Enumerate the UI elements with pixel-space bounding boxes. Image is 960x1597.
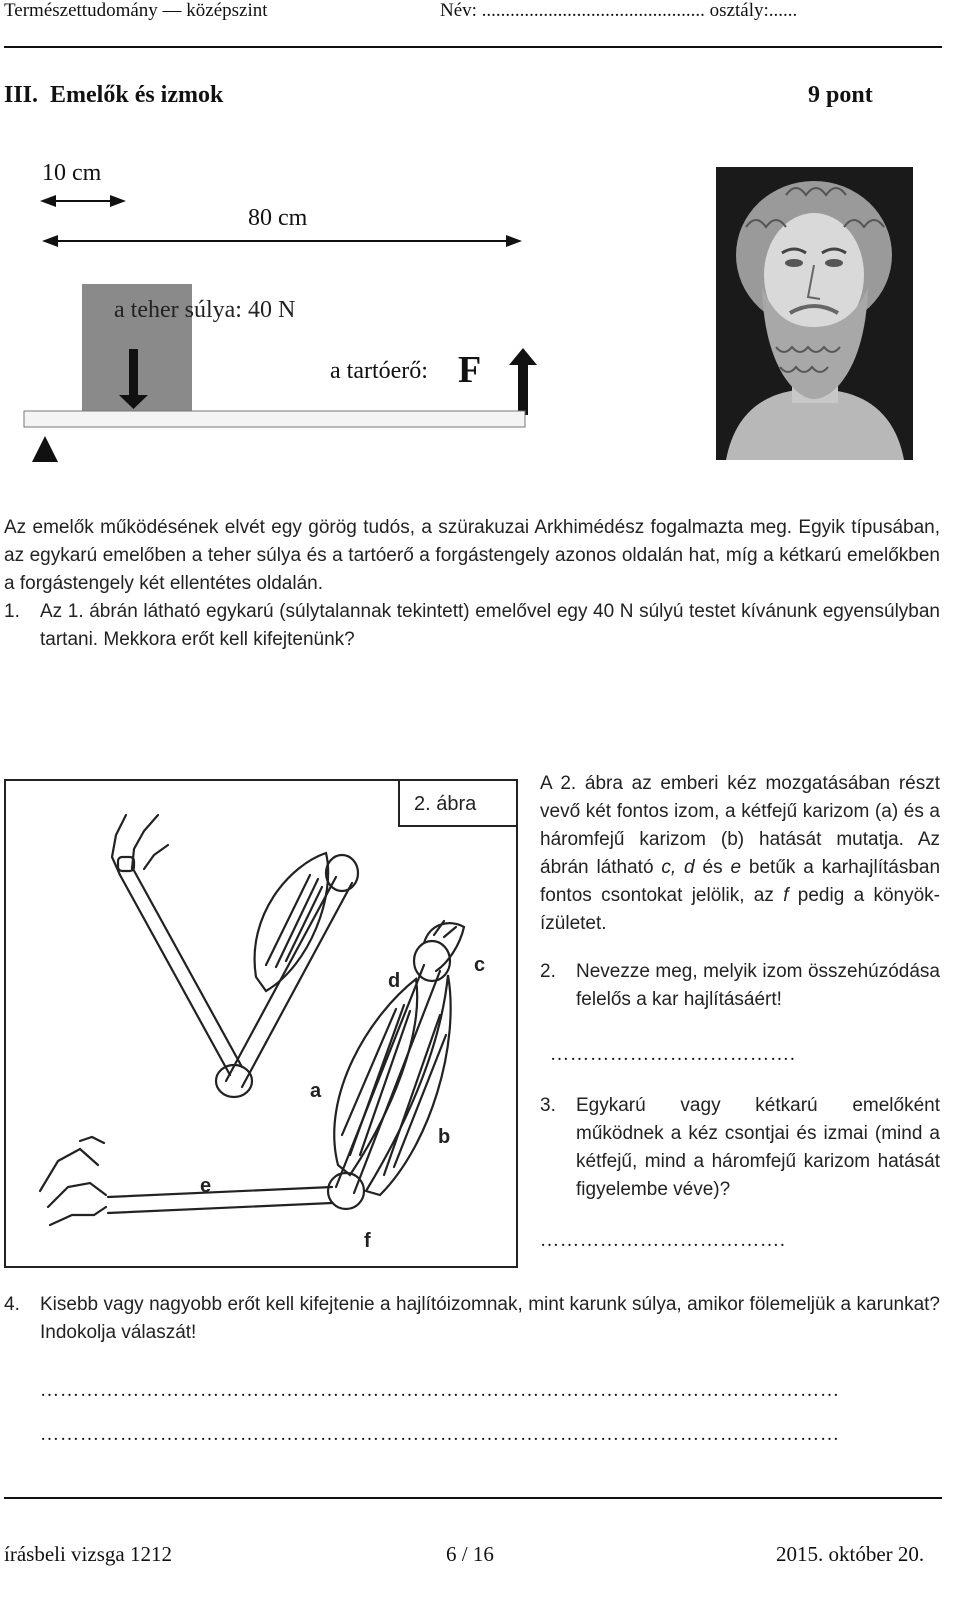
- q4-answer-line-1[interactable]: …………………………………………………………………………………………………………: [40, 1380, 840, 1401]
- figure2-labels: [20, 795, 500, 1260]
- header-rule: [4, 46, 942, 48]
- figure2-description: [540, 770, 940, 938]
- label-f: f: [364, 1230, 371, 1252]
- q1-text: Az 1. ábrán látható egykarú (súlytalannak tekintett) emelővel egy 40 N súlyú testet kívánunk egyensúlyban tartani. Mekkora erőt kell kifejtenünk?: [40, 601, 940, 650]
- dimension-long-label: 80 cm: [248, 205, 308, 231]
- load-weight-label: a teher súlya: 40 N: [114, 297, 296, 323]
- fulcrum-triangle: [32, 436, 58, 462]
- footer-exam-code: írásbeli vizsga 1212: [4, 1542, 172, 1566]
- long-dimension-arrow: [42, 235, 522, 247]
- force-symbol: F: [458, 349, 482, 391]
- fig2-text-italic-f: f: [783, 885, 789, 906]
- fig2-text-part1: A 2. ábra az emberi kéz mozgatásában részt vevő két fontos izom, a kétfejű karizom (a) és a háromfejű karizom (b) hatását mutatja. Az ábrán látható: [540, 773, 940, 878]
- lever-bar: [24, 411, 525, 427]
- q3-answer-line[interactable]: ……………………………….: [540, 1230, 786, 1251]
- fig2-text-part2: és: [694, 857, 731, 878]
- section-points: 9 pont: [808, 82, 873, 108]
- q4-text: Kisebb vagy nagyobb erőt kell kifejtenie a hajlítóizomnak, mint karunk súlya, amikor fölemeljük a karunkat? Indokolja válaszát!: [40, 1294, 940, 1343]
- q2-text: Nevezze meg, melyik izom összehúzódása felelős a kar hajlításáért!: [576, 961, 940, 1010]
- q4-number: 4.: [4, 1294, 20, 1315]
- support-force-arrow-up: [509, 348, 537, 415]
- q2-number: 2.: [540, 961, 556, 982]
- dimension-short-label: 10 cm: [42, 160, 102, 186]
- fig2-text-part4: pedig a könyök-ízületet.: [540, 885, 940, 934]
- intro-paragraph: Az emelők működésének elvét egy görög tudós, a szürakuzai Arkhimédész fogalmazta meg. Egyik típusában, az egykarú emelőben a teher súlya és a tartóerő a forgástengely azonos oldalán hat, míg a kétkarú emelőkben a forgástengely két ellentétes oldalán.: [4, 517, 940, 594]
- fig2-text-italic-cd: c, d: [661, 857, 695, 878]
- label-c: c: [474, 954, 486, 976]
- support-force-label: a tartóerő:: [330, 358, 428, 384]
- footer-rule: [4, 1497, 942, 1499]
- header-subject: Természettudomány — középszint: [4, 0, 268, 21]
- q3-text: Egykarú vagy kétkarú emelőként működnek a kéz csontjai és izmai (mind a kétfejű, mind a háromfejű karizom hatását figyelembe véve)?: [576, 1095, 940, 1200]
- q3-number: 3.: [540, 1095, 556, 1116]
- label-a: a: [310, 1080, 322, 1102]
- figure2-caption: 2. ábra: [414, 793, 477, 815]
- label-e: e: [200, 1175, 212, 1197]
- short-dimension-arrow: [40, 195, 126, 207]
- fig2-text-part3: betűk a karhajlításban fontos csontokat jelölik, az: [540, 857, 941, 906]
- label-d: d: [388, 970, 401, 992]
- fig2-text-italic-e: e: [730, 857, 742, 878]
- footer-date: 2015. október 20.: [776, 1542, 925, 1566]
- q4-answer-line-2[interactable]: …………………………………………………………………………………………………………: [40, 1424, 840, 1445]
- footer-page-number: 6 / 16: [446, 1542, 494, 1566]
- header-name-field[interactable]: Név: ............................................... osztály:......: [440, 0, 798, 21]
- label-b: b: [438, 1126, 451, 1148]
- q2-answer-line[interactable]: ……………………………….: [550, 1044, 796, 1065]
- archimedes-portrait: [716, 167, 913, 460]
- q1-number: 1.: [4, 601, 20, 622]
- section-title: III. Emelők és izmok: [4, 82, 224, 108]
